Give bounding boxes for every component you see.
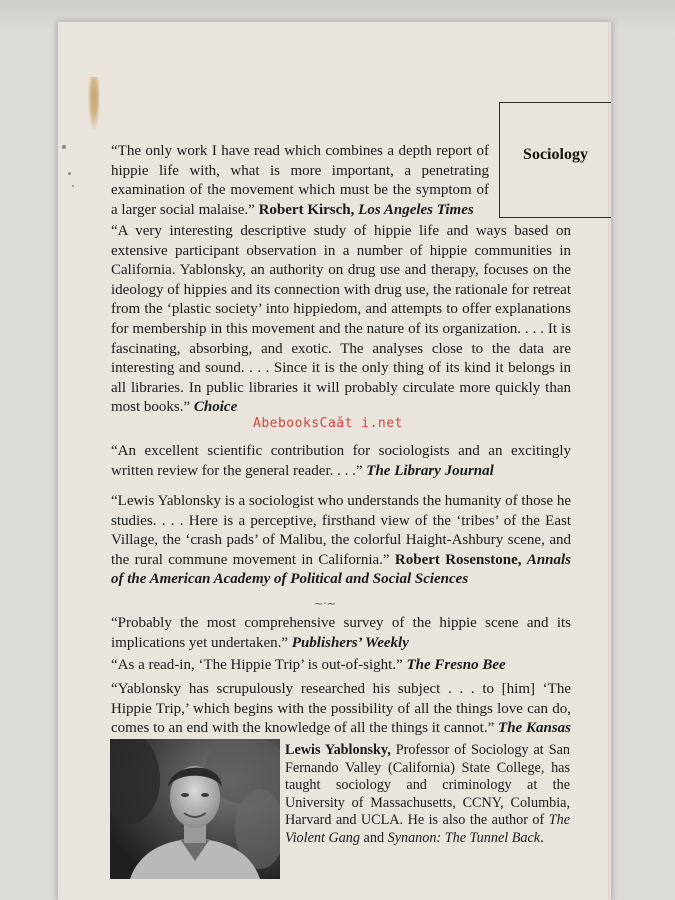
review-quote	[111, 142, 489, 220]
book-title: Synanon: The Tunnel Back	[387, 829, 541, 846]
quote-publication: The Fresno Bee	[406, 657, 506, 673]
quote-text: “Probably the most comprehensive survey of the hippie scene and its implications yet undertaken.”	[111, 615, 571, 651]
quote-text: “Yablonsky has scrupulously researched his subject . . . to [him] ‘The Hippie Trip,’ which begins with the possibility of all the things love can do, comes to an end with the knowledge of all the things it cannot.”	[111, 681, 571, 737]
watermark-text: AbebooksCaåt i.net	[253, 416, 403, 431]
quote-text: “The only work I have read which combines a depth report of hippie life with, what is more important, a penetrating examination of the movement which must be the symptom of a larger social malaise.”	[111, 143, 489, 218]
bio-text: Professor of Sociology at San Fernando Valley (California) State College, has taught sociology and criminology at the University of Massachusetts, CCNY, Columbia, Harvard and UCLA. He is also the author of	[285, 742, 570, 829]
quote-author: Robert Kirsch,	[258, 201, 355, 218]
quote-publication: Los Angeles Times	[358, 201, 474, 218]
review-quote	[111, 656, 571, 676]
review-quote	[111, 614, 571, 653]
quote-publication: Publishers’ Weekly	[291, 634, 409, 651]
quote-author: Robert Rosenstone,	[394, 551, 522, 568]
author-portrait-image	[110, 739, 280, 879]
quote-text: “An excellent scientific contribution for sociologists and an excitingly written review for the general reader. . . .”	[111, 443, 571, 479]
author-bio	[285, 742, 570, 848]
quote-publication: Annals of the American Academy of Political and Social Sciences	[111, 551, 572, 588]
dash-mark: ~·~	[314, 597, 336, 610]
quote-text: “A very interesting descriptive study of hippie life and ways based on extensive participant observation in a number of hippie communities in California. Yablonsky, an authority on drug use and therapy, focuses on the ideology of hippies and its connection with drug use, the rationale for retreat from the ‘plastic society’ into hippiedom, and attempts to offer explanations for membership in this movement and the nature of its organization. . . . It is fascinating, absorbing, and exotic. The analyses close to the data are interesting and sound. . . . Since it is the only thing of its kind it belongs in all libraries. In public libraries it will probably circulate more quickly than most books.”	[111, 223, 571, 416]
category-label: Sociology	[523, 146, 588, 163]
bio-end: .	[540, 829, 544, 846]
book-title: The Violent Gang	[285, 812, 570, 846]
quote-publication: The Library Journal	[366, 462, 494, 479]
quote-publication: The Kansas	[498, 720, 572, 737]
review-quote	[111, 442, 571, 481]
category-box	[499, 102, 611, 218]
review-quote	[111, 222, 571, 418]
author-name: Lewis Yablonsky,	[285, 742, 391, 758]
stain-mark	[88, 77, 100, 129]
review-quote	[111, 492, 571, 590]
speck	[72, 185, 74, 187]
author-photo	[110, 739, 280, 879]
book-back-cover	[57, 22, 612, 900]
bio-connector: and	[363, 829, 385, 846]
quote-text: “Lewis Yablonsky is a sociologist who understands the humanity of those he studies. . . . Here is a perceptive, firsthand view of the ‘tribes’ of the East Village, the ‘crash pads’ of Malibu, the colorful Haight-Ashbury scene, and the rural commune movement in California.”	[111, 493, 571, 568]
quote-text: “As a read-in, ‘The Hippie Trip’ is out-of-sight.”	[111, 657, 403, 673]
quote-publication: Choice	[193, 399, 238, 416]
speck	[62, 145, 66, 149]
speck	[68, 172, 71, 175]
